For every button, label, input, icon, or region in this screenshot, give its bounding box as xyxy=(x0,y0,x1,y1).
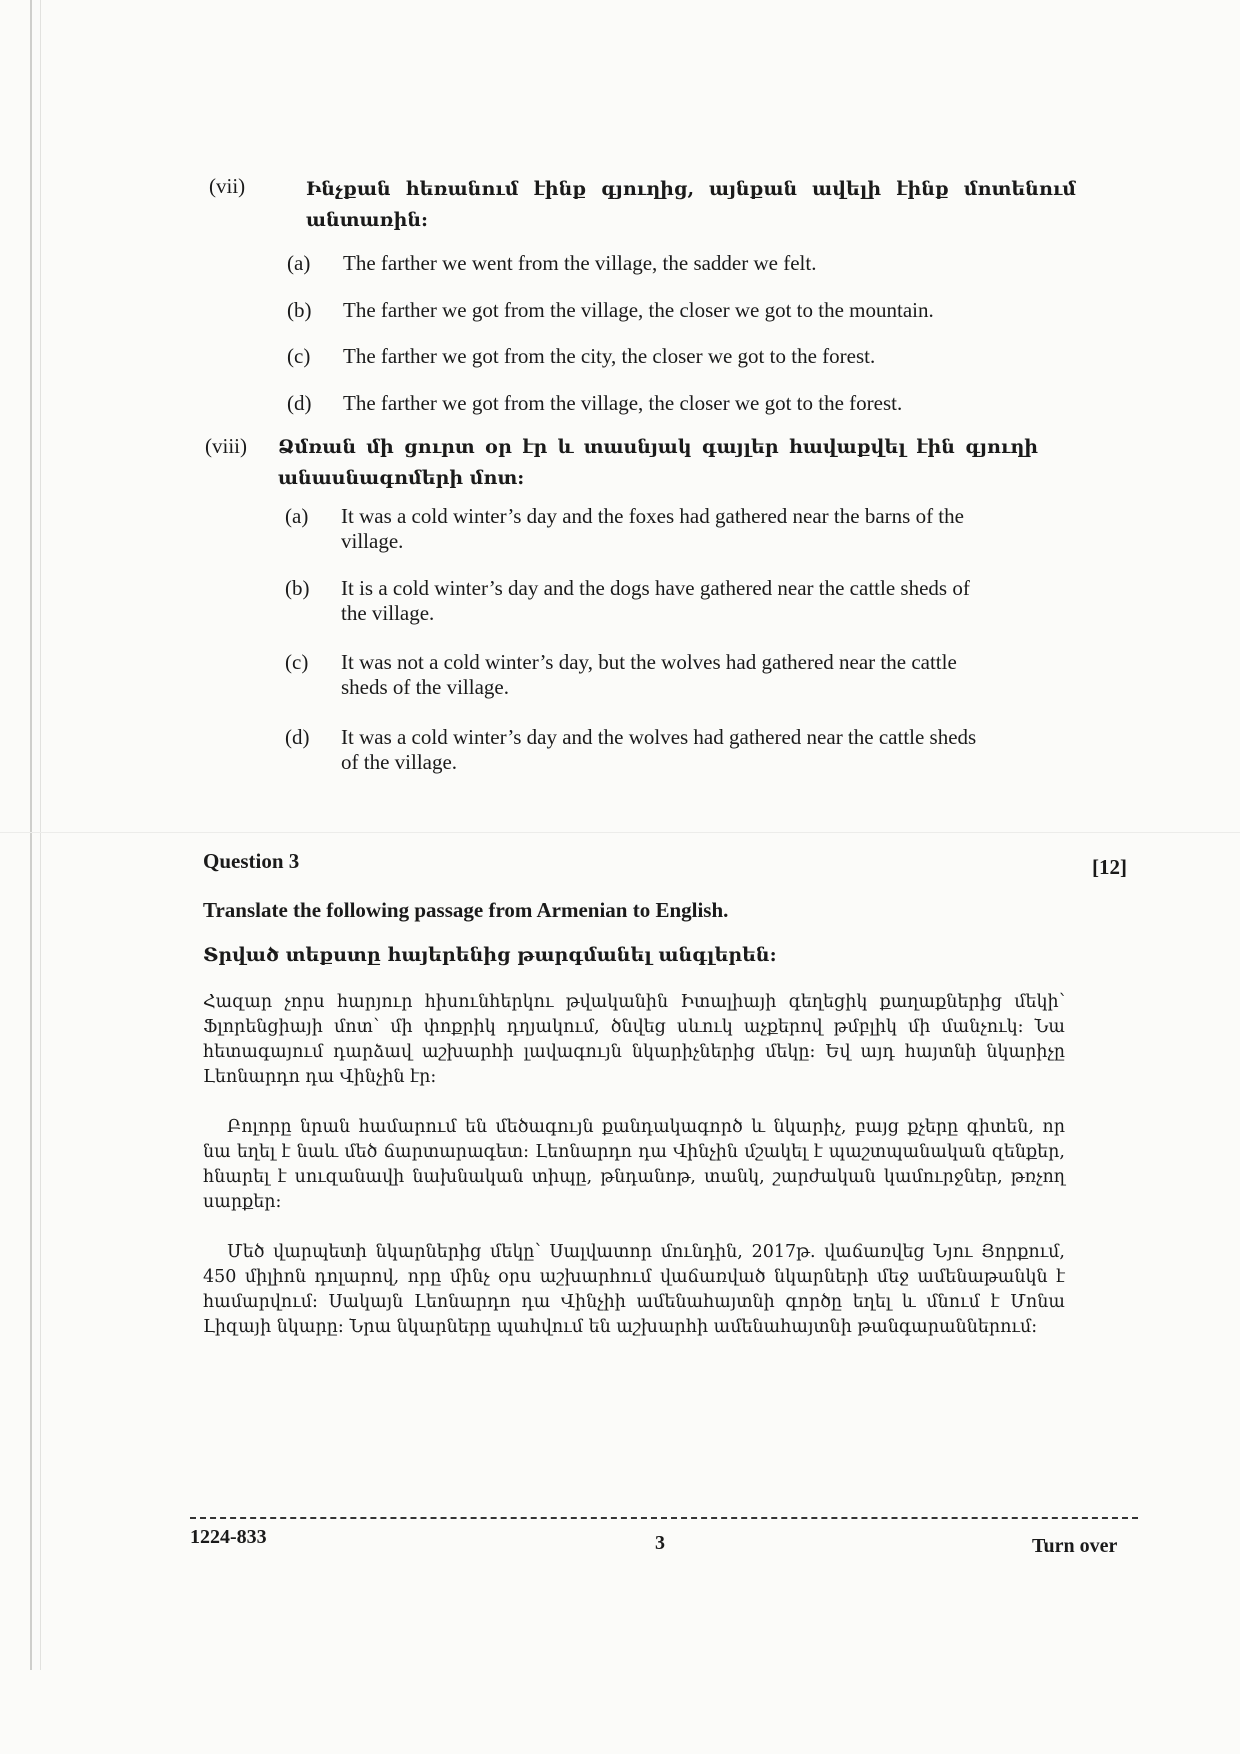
passage-paragraph-3: Մեծ վարպետի նկարներից մեկը՝ Սալվատոր մունդին, 2017թ. վաճառվեց Նյու Յորքում, 450 միլիոն դոլարով, որը մինչ օրս աշխարհում վաճառված նկարների մեջ ամենաթանկն է համարվում: Սակայն Լեոնարդո դա Վինչիի ամենահայտնի գործը եղել և մնում է Մոնա Լիզայի նկարը: Նրա նկարները պահվում են աշխարհի ամենահայտնի թանգարաններում: xyxy=(203,1242,1065,1337)
instruction-english: Translate the following passage from Armenian to English. xyxy=(203,898,729,922)
option-text-line2: the village. xyxy=(341,601,435,625)
paper-code: 1224-833 xyxy=(190,1526,267,1548)
question-vii-armenian: Ինչքան հեռանում էինք գյուղից, այնքան ավելի էինք մոտենում անտառին: xyxy=(306,178,1076,231)
page-fold xyxy=(0,832,1240,833)
option-text-line2: of the village. xyxy=(341,750,458,774)
option-label: (b) xyxy=(287,298,312,322)
scan-edge-line-inner xyxy=(40,0,41,1670)
question-viii-armenian: Ձմռան մի ցուրտ օր էր և տասնյակ գայլեր հավաքվել էին գյուղի անասնագոմերի մոտ: xyxy=(278,436,1038,489)
option-label: (a) xyxy=(285,504,309,528)
option-text-line2: village. xyxy=(341,529,404,553)
page-number: 3 xyxy=(655,1532,665,1554)
option-text-line2: sheds of the village. xyxy=(341,675,509,699)
option-label: (d) xyxy=(287,391,312,415)
scan-edge-line xyxy=(30,0,32,1670)
option-text: The farther we got from the village, the closer we got to the mountain. xyxy=(343,298,934,322)
passage-paragraph-2: Բոլորը նրան համարում են մեծագույն քանդակագործ և նկարիչ, բայց քչերը գիտեն, որ նա եղել է նաև մեծ ճարտարագետ: Լեոնարդո դա Վինչին մշակել է պաշտպանական զենքեր, հնարել է սուզանավի նախնական տիպը, թնդանոթ, տանկ, շարժական կամուրջներ, թռչող սարքեր: xyxy=(203,1117,1065,1212)
turn-over-label: Turn over xyxy=(1032,1535,1118,1557)
option-text: The farther we got from the village, the closer we got to the forest. xyxy=(343,391,903,415)
question-3-marks: [12] xyxy=(1092,855,1127,879)
question-number-viii: (viii) xyxy=(205,434,247,458)
option-text-line1: It was a cold winter’s day and the foxes had gathered near the barns of the xyxy=(341,504,964,528)
instruction-armenian: Տրված տեքստը հայերենից թարգմանել անգլերեն: xyxy=(203,944,777,966)
option-text-line1: It was a cold winter’s day and the wolves had gathered near the cattle sheds xyxy=(341,725,977,749)
option-text-line1: It was not a cold winter’s day, but the wolves had gathered near the cattle xyxy=(341,650,957,674)
option-text-line1: It is a cold winter’s day and the dogs have gathered near the cattle sheds of xyxy=(341,576,970,600)
footer-dashed-rule xyxy=(190,1517,1138,1519)
question-3-title: Question 3 xyxy=(203,849,300,873)
passage-paragraph-1: Հազար չորս հարյուր հիսունհերկու թվականին Իտալիայի գեղեցիկ քաղաքներից մեկի՝ Ֆլորենցիայի մոտ՝ մի փոքրիկ դղյակում, ծնվեց սևուկ աչքերով թմբլիկ մի մանչուկ: Նա հետագայում դարձավ աշխարհի լավագույն նկարիչներից մեկը: Եվ այդ հայտնի նկարիչը Լեոնարդո դա Վինչին էր: xyxy=(203,992,1065,1087)
option-text: The farther we went from the village, the sadder we felt. xyxy=(343,251,817,275)
option-label: (a) xyxy=(287,251,311,275)
option-label: (b) xyxy=(285,576,310,600)
option-label: (c) xyxy=(285,650,309,674)
option-label: (c) xyxy=(287,344,311,368)
option-text: The farther we got from the city, the closer we got to the forest. xyxy=(343,344,876,368)
option-label: (d) xyxy=(285,725,310,749)
question-number-vii: (vii) xyxy=(209,174,246,198)
